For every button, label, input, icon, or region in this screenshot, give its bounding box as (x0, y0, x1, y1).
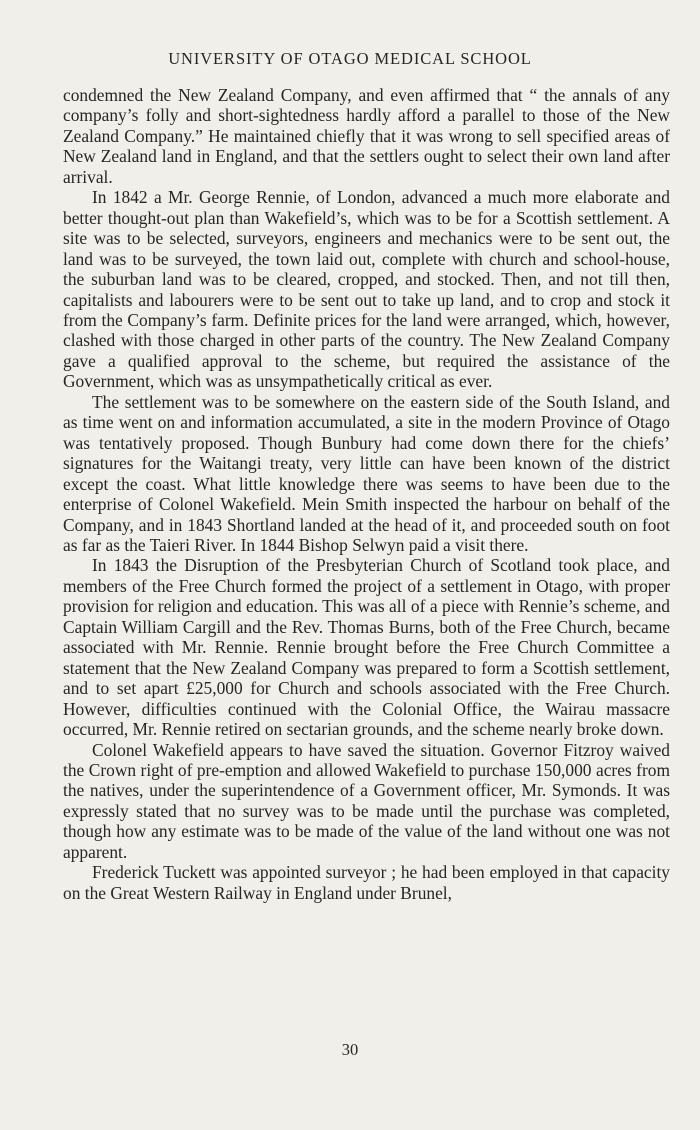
paragraph: Frederick Tuckett was appointed surveyor ; he had been employed in that capacity on the Great Western Railway in England under Brunel, (63, 862, 670, 903)
paragraph: In 1842 a Mr. George Rennie, of London, advanced a much more elaborate and better thought-out plan than Wakefield’s, which was to be for a Scottish settlement. A site was to be selected, surveyors, engineers and mechanics were to be sent out, the land was to be surveyed, the town laid out, complete with church and school-house, the suburban land was to be cleared, cropped, and stocked. Then, and not till then, capitalists and labourers were to be sent out to take up land, and to crop and stock it from the Company’s farm. Definite prices for the land were arranged, which, however, clashed with those charged in other parts of the country. The New Zealand Company gave a qualified approval to the scheme, but required the assistance of the Government, which was as unsympathetically critical as ever. (63, 187, 670, 392)
paragraph: Colonel Wakefield appears to have saved the situation. Governor Fitzroy waived the Crown right of pre-emption and allowed Wakefield to purchase 150,000 acres from the natives, under the superintendence of a Government officer, Mr. Symonds. It was expressly stated that no survey was to be made until the purchase was completed, though how any estimate was to be made of the value of the land without one was not apparent. (63, 739, 670, 862)
page-number: 30 (341, 1040, 359, 1059)
running-header: UNIVERSITY OF OTAGO MEDICAL SCHOOL (168, 49, 532, 68)
paragraph: The settlement was to be somewhere on the eastern side of the South Island, and as time went on and information accumulated, a site in the modern Province of Otago was tentatively proposed. Though Bunbury had come down there for the chiefs’ signatures for the Waitangi treaty, very little can have been known of the district except the coast. What little knowledge there was seems to have been due to the enterprise of Colonel Wakefield. Mein Smith inspected the harbour on behalf of the Company, and in 1843 Shortland landed at the head of it, and proceeded south on foot as far as the Taieri River. In 1844 Bishop Selwyn paid a visit there. (63, 391, 670, 555)
paragraph: In 1843 the Disruption of the Presbyterian Church of Scotland took place, and members of the Free Church formed the project of a settlement in Otago, with proper provision for religion and education. This was all of a piece with Rennie’s scheme, and Captain William Cargill and the Rev. Thomas Burns, both of the Free Church, became associated with Mr. Rennie. Rennie brought before the Free Church Committee a statement that the New Zealand Company was prepared to form a Scottish settlement, and to set apart £25,000 for Church and schools associated with the Free Church. However, difficulties continued with the Colonial Office, the Wairau massacre occurred, Mr. Rennie retired on sectarian grounds, and the scheme nearly broke down. (63, 555, 670, 740)
body-text (63, 85, 670, 903)
paragraph: condemned the New Zealand Company, and even affirmed that “ the annals of any company’s folly and short-sightedness hardly afford a parallel to those of the New Zealand Company.” He maintained chiefly that it was wrong to sell specified areas of New Zealand land in England, and that the settlers ought to select their own land after arrival. (63, 85, 670, 187)
